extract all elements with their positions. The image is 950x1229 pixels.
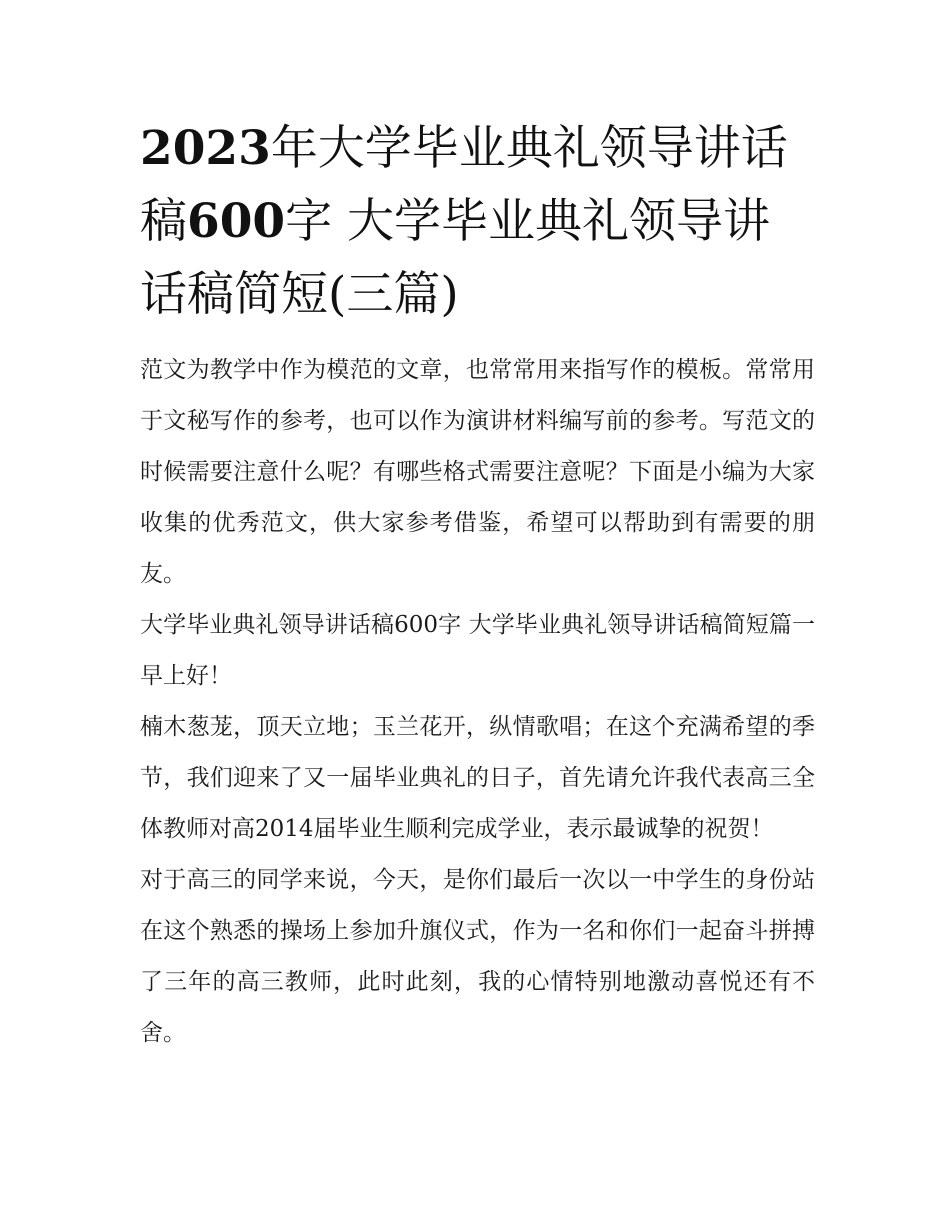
document-body	[140, 112, 815, 1059]
paragraph-intro: 范文为教学中作为模范的文章，也常常用来指写作的模板。常常用于文秘写作的参考，也可以作为演讲材料编写前的参考。写范文的时候需要注意什么呢？有哪些格式需要注意呢？下面是小编为大家收集的优秀范文，供大家参考借鉴，希望可以帮助到有需要的朋友。	[140, 357, 815, 587]
document-title: 2023年大学毕业典礼领导讲话稿600字 大学毕业典礼领导讲话稿简短(三篇)	[140, 121, 788, 322]
paragraph-heading-part-one: 大学毕业典礼领导讲话稿600字 大学毕业典礼领导讲话稿简短篇一 早上好！	[140, 612, 815, 689]
paragraph-feelings: 对于高三的同学来说，今天，是你们最后一次以一中学生的身份站在这个熟悉的操场上参加升旗仪式，作为一名和你们一起奋斗拼搏了三年的高三教师，此时此刻，我的心情特别地激动喜悦还有不舍。	[140, 867, 815, 1046]
paragraph-greeting: 楠木葱茏，顶天立地；玉兰花开，纵情歌唱；在这个充满希望的季节，我们迎来了又一届毕业典礼的日子，首先请允许我代表高三全体教师对高2014届毕业生顺利完成学业，表示最诚挚的祝贺！	[140, 714, 815, 842]
